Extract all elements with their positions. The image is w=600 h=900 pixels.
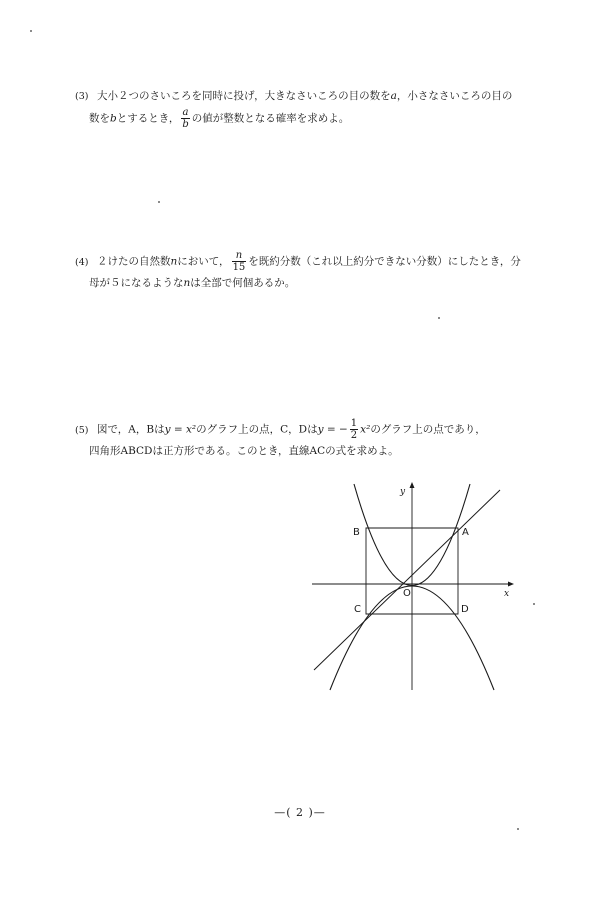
variable-n: n [170,255,178,268]
problem-line-2 [75,107,535,130]
problem-3 [75,86,535,130]
problem-line-2 [75,273,545,294]
scan-speck [517,828,519,830]
problem-line-2: 四角形ABCDは正方形である。このとき，直線ACの式を求めよ。 [89,445,399,457]
fraction-numerator: n [232,250,247,262]
problem-text: のグラフ上の点であり， [370,423,486,436]
problem-text: 図で，A，Bは [97,423,165,436]
equation-parabola-2-suffix: x² [360,423,371,436]
problem-text: 数を [89,112,110,125]
variable-b: b [110,112,117,125]
problem-number: (3) [75,91,89,102]
fraction-a-over-b [181,107,189,130]
scan-speck [158,201,160,203]
origin-label: O [403,588,411,599]
point-a-label: A [462,527,469,538]
x-axis-label: x [504,589,510,599]
parabola-square-figure [300,472,530,702]
scan-speck [438,317,440,319]
fraction-numerator: a [182,107,189,118]
problem-text: ，小さなさいころの目の [396,90,513,102]
problem-text: において， [177,255,230,268]
scan-speck [30,30,32,32]
point-b-label: B [353,527,360,538]
problem-text: ２けたの自然数 [97,255,171,268]
problem-number: (5) [75,424,89,436]
problem-text: とするとき， [116,112,180,125]
variable-a: a [390,90,397,102]
problem-text: 母が５になるような [89,277,184,289]
problem-number: (4) [75,256,89,268]
equation-parabola-1: y = x² [164,423,197,436]
equation-parabola-2-prefix: y = − [317,423,348,436]
x-axis-arrow [508,582,514,587]
fraction-denominator: b [182,119,189,130]
fraction-n-over-15 [232,250,247,273]
y-axis-label: y [400,487,406,497]
fraction-denominator: 2 [350,430,358,441]
problem-text: 大小２つのさいころを同時に投げ，大きなさいころの目の数を [97,90,391,102]
problem-4 [75,250,545,294]
page-number: —( 2 )— [274,806,326,819]
problem-text: は全部で何個あるか。 [190,277,296,289]
variable-n: n [183,277,191,289]
point-d-label: D [461,604,469,615]
y-axis-arrow [410,482,415,488]
problem-5 [75,418,525,462]
fraction-one-half [350,418,358,441]
point-c-label: C [354,604,361,615]
problem-text: を既約分数（これ以上約分できない分数）にしたとき，分 [248,255,521,268]
scan-speck [533,603,535,605]
problem-text: の値が整数となる確率を求めよ。 [191,112,350,125]
fraction-denominator: 15 [232,262,246,273]
problem-text: のグラフ上の点，C，Dは [196,423,318,436]
fraction-numerator: 1 [350,418,358,429]
